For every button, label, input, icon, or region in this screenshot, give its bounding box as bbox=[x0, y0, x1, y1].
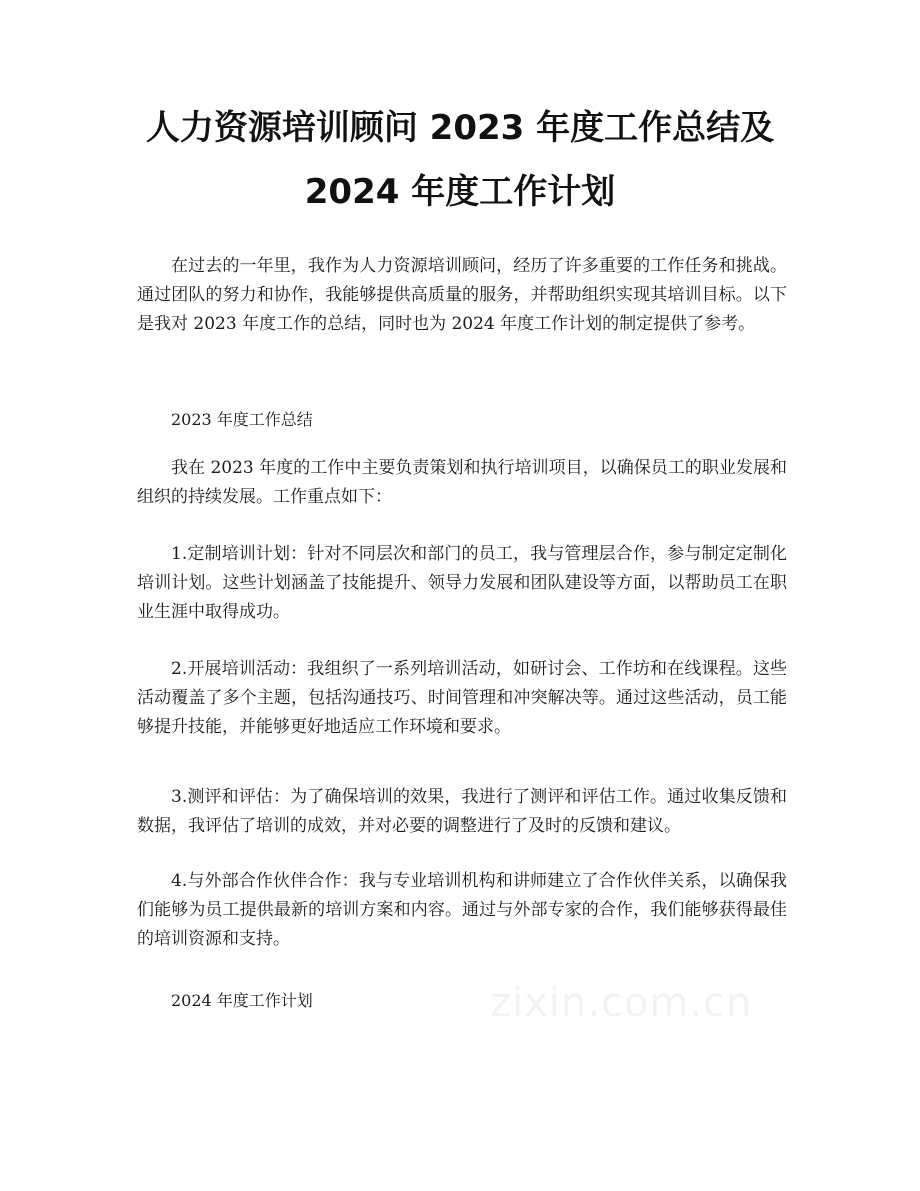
section-heading-2023: 2023 年度工作总结 bbox=[171, 410, 313, 429]
document-title-line2: 2024 年度工作计划 bbox=[304, 172, 616, 212]
watermark: zixin.com.cn bbox=[490, 980, 753, 1026]
intro-paragraph: 在过去的一年里，我作为人力资源培训顾问，经历了许多重要的工作任务和挑战。通过团队的努力和协作，我能够提供高质量的服务，并帮助组织实现其培训目标。以下是我对 2023 年度工作的总结，同时也为 2024 年度工作计划的制定提供了参考。 bbox=[137, 256, 787, 334]
section-heading-2024: 2024 年度工作计划 bbox=[171, 991, 313, 1010]
list-item-4: 4.与外部合作伙伴合作：我与专业培训机构和讲师建立了合作伙伴关系，以确保我们能够为员工提供最新的培训方案和内容。通过与外部专家的合作，我们能够获得最佳的培训资源和支持。 bbox=[137, 871, 787, 949]
list-item-3: 3.测评和评估：为了确保培训的效果，我进行了测评和评估工作。通过收集反馈和数据，我评估了培训的成效，并对必要的调整进行了及时的反馈和建议。 bbox=[137, 787, 787, 836]
list-item-2: 2.开展培训活动：我组织了一系列培训活动，如研讨会、工作坊和在线课程。这些活动覆盖了多个主题，包括沟通技巧、时间管理和冲突解决等。通过这些活动，员工能够提升技能，并能够更好地适应工作环境和要求。 bbox=[137, 659, 787, 737]
list-item-1: 1.定制培训计划：针对不同层次和部门的员工，我与管理层合作，参与制定定制化培训计划。这些计划涵盖了技能提升、领导力发展和团队建设等方面，以帮助员工在职业生涯中取得成功。 bbox=[137, 544, 787, 622]
section1-intro-paragraph: 我在 2023 年度的工作中主要负责策划和执行培训项目，以确保员工的职业发展和组织的持续发展。工作重点如下： bbox=[137, 458, 787, 507]
document-title-line1: 人力资源培训顾问 2023 年度工作总结及 bbox=[145, 108, 775, 148]
